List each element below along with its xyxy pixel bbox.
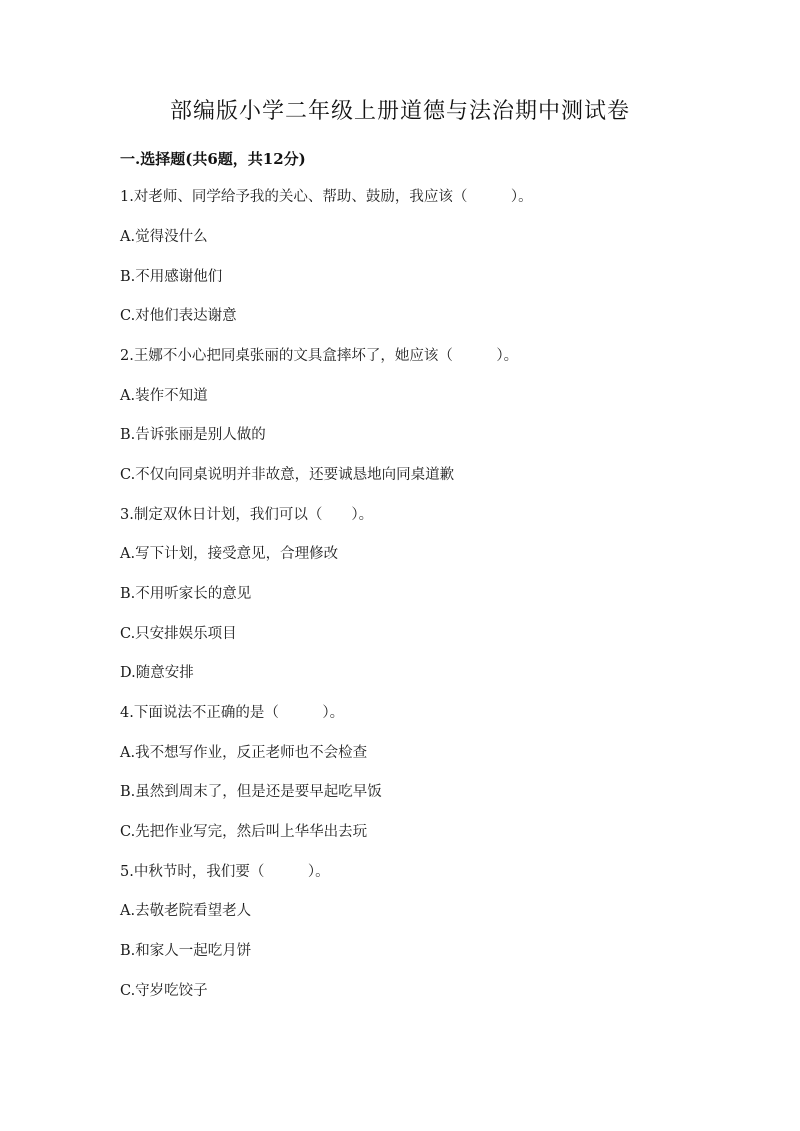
question-1-option-c: C.对他们表达谢意 bbox=[120, 308, 237, 324]
question-2-option-a: A.装作不知道 bbox=[120, 388, 208, 404]
question-3-option-d: D.随意安排 bbox=[120, 665, 194, 681]
question-3-option-b: B.不用听家长的意见 bbox=[120, 586, 252, 602]
question-1-option-b: B.不用感谢他们 bbox=[120, 269, 223, 285]
question-2-option-b: B.告诉张丽是别人做的 bbox=[120, 427, 266, 443]
question-2-stem: 2.王娜不小心把同桌张丽的文具盒摔坏了，她应该（ ）。 bbox=[120, 348, 519, 364]
question-4-option-b: B.虽然到周末了，但是还是要早起吃早饭 bbox=[120, 784, 382, 800]
question-1-option-a: A.觉得没什么 bbox=[120, 229, 208, 245]
question-3-option-c: C.只安排娱乐项目 bbox=[120, 626, 237, 642]
section-heading: 一.选择题(共6题，共12分) bbox=[120, 150, 306, 168]
exam-title: 部编版小学二年级上册道德与法治期中测试卷 bbox=[169, 99, 630, 124]
question-5-option-a: A.去敬老院看望老人 bbox=[120, 903, 252, 919]
question-3-stem: 3.制定双休日计划，我们可以（ ）。 bbox=[120, 507, 374, 523]
question-1-stem: 1.对老师、同学给予我的关心、帮助、鼓励，我应该（ ）。 bbox=[120, 189, 533, 205]
question-4-option-a: A.我不想写作业，反正老师也不会检查 bbox=[120, 745, 368, 761]
question-4-option-c: C.先把作业写完，然后叫上华华出去玩 bbox=[120, 824, 368, 840]
question-5-option-b: B.和家人一起吃月饼 bbox=[120, 943, 252, 959]
question-3-option-a: A.写下计划，接受意见，合理修改 bbox=[120, 546, 339, 562]
question-2-option-c: C.不仅向同桌说明并非故意，还要诚恳地向同桌道歉 bbox=[120, 467, 455, 483]
question-4-stem: 4.下面说法不正确的是（ ）。 bbox=[120, 705, 345, 721]
question-5-option-c: C.守岁吃饺子 bbox=[120, 983, 208, 999]
question-5-stem: 5.中秋节时，我们要（ ）。 bbox=[120, 864, 330, 880]
